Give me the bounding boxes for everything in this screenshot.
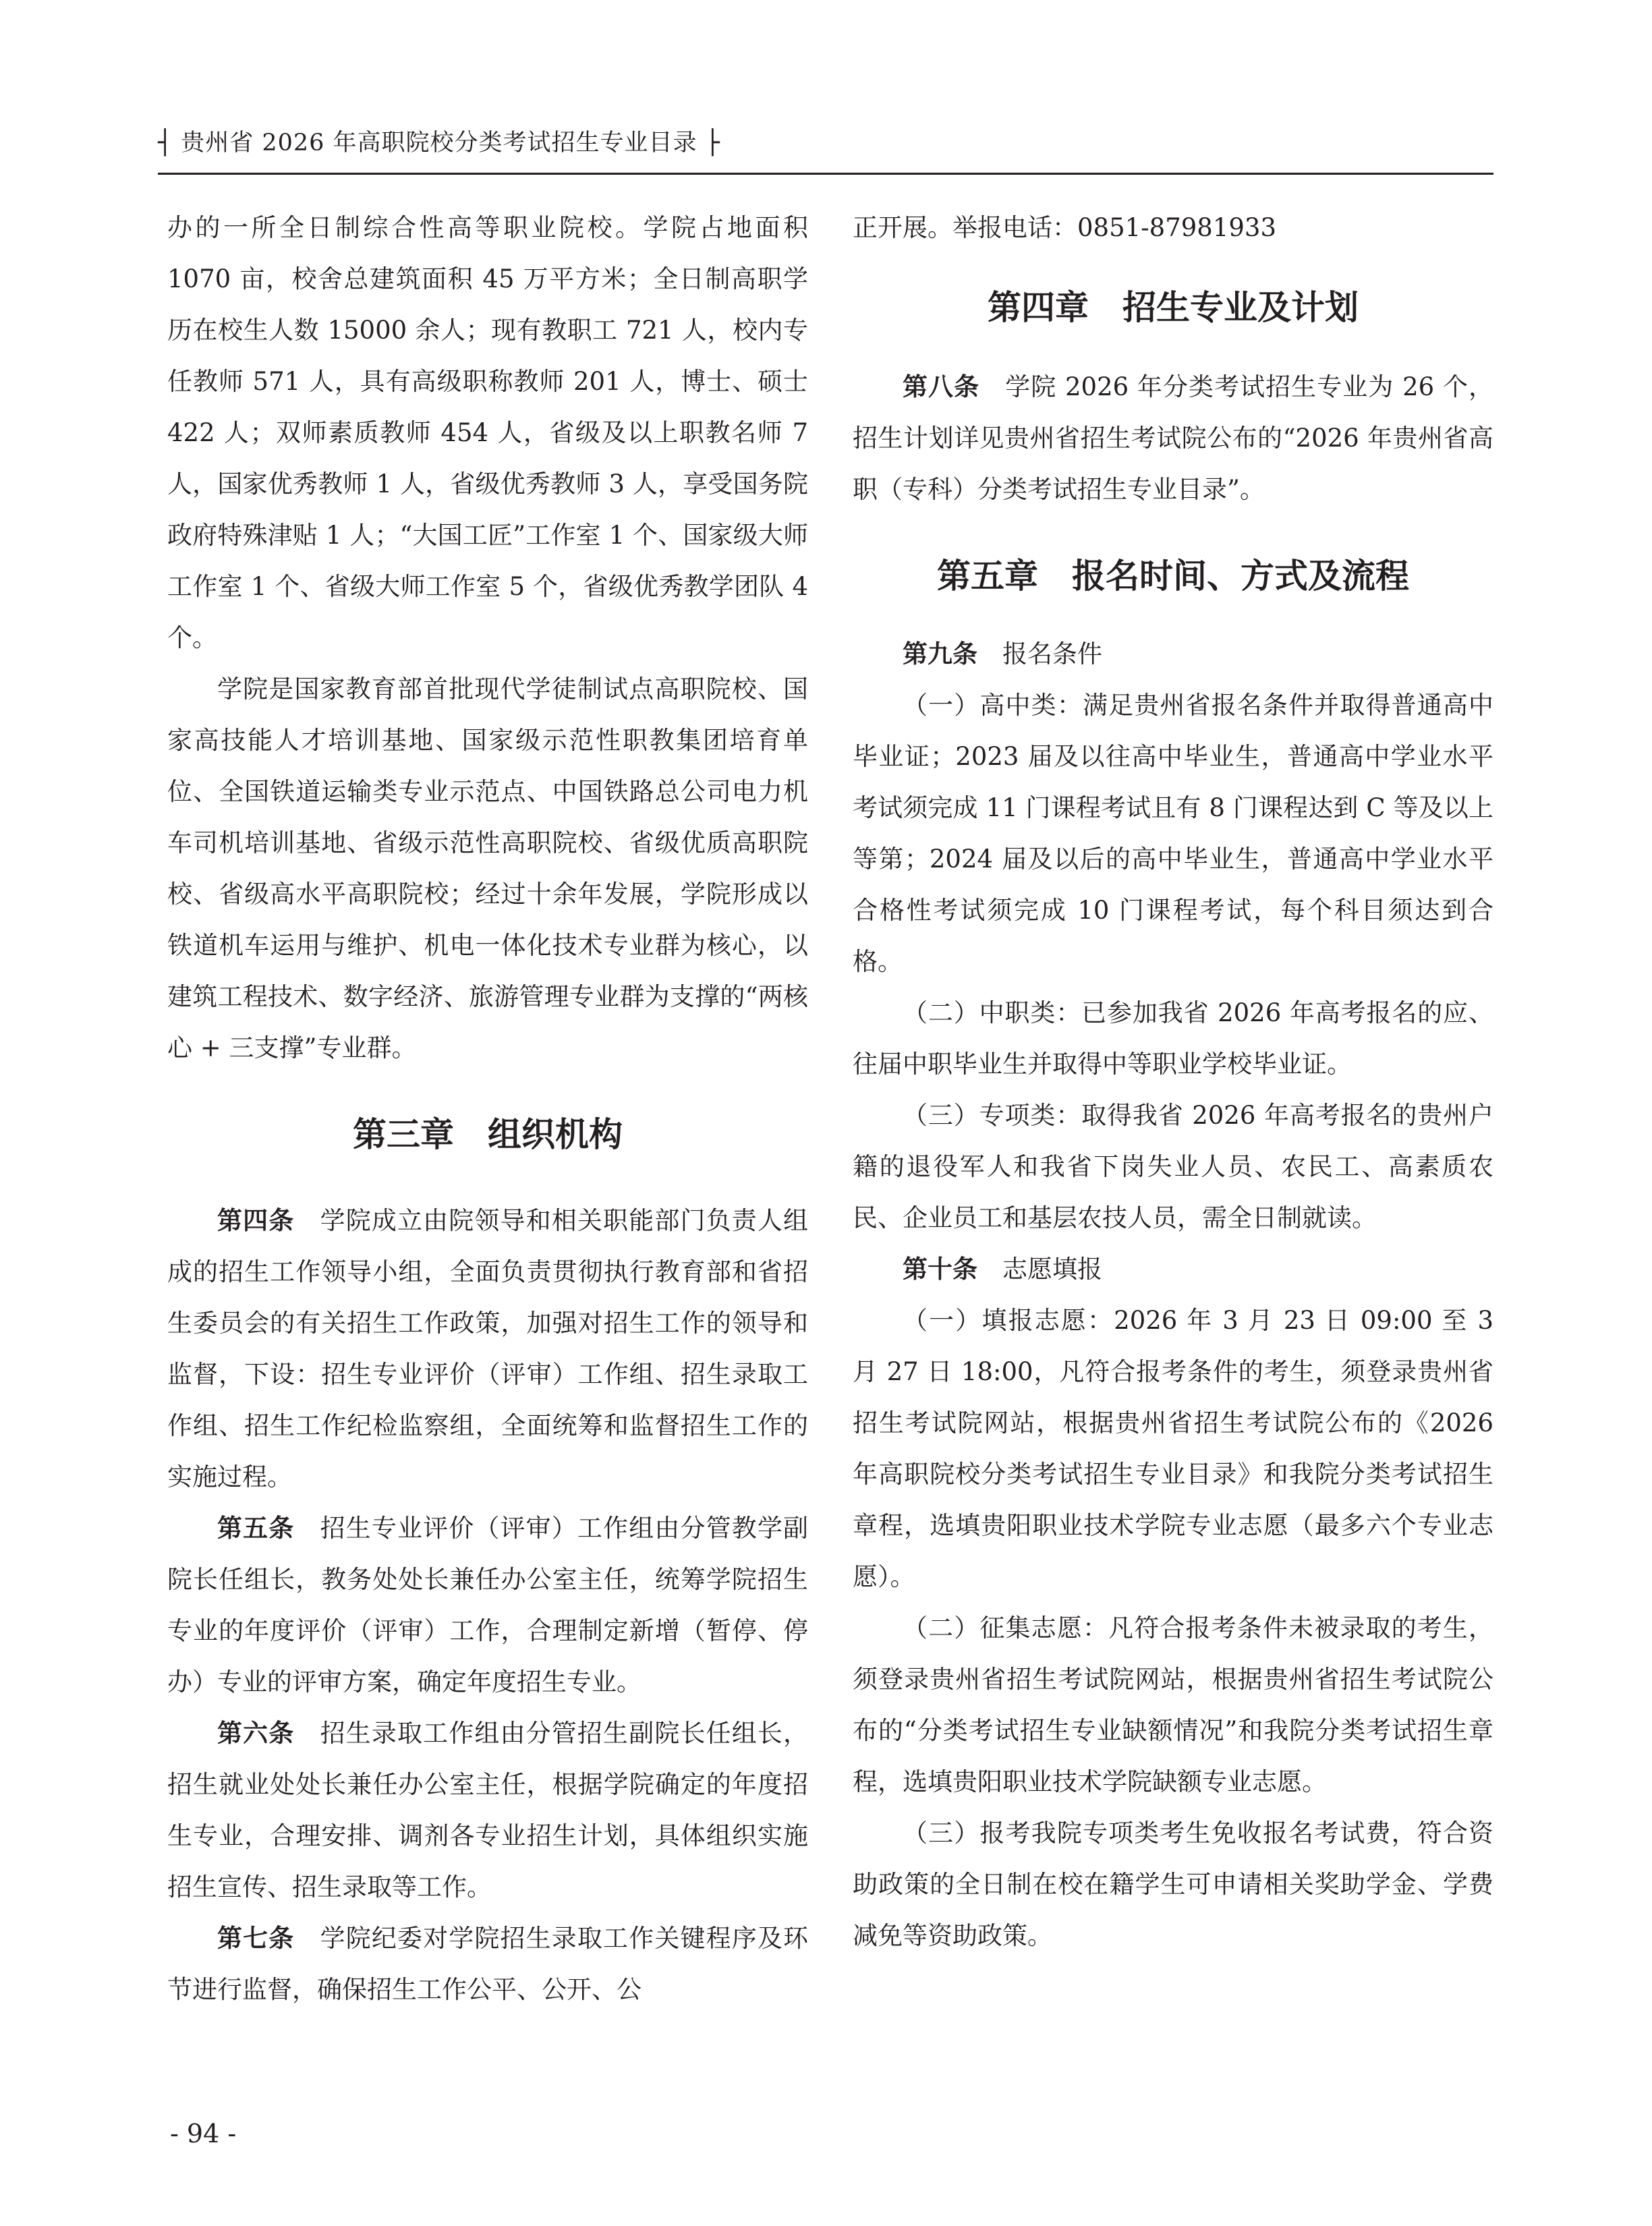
article-6-label: 第六条 [217,1719,295,1748]
article-8-label: 第八条 [903,372,980,401]
article-4 [167,1195,808,1503]
chapter-4-title: 第四章 招生专业及计划 [988,288,1359,327]
chapter-3-title: 第三章 组织机构 [353,1115,623,1154]
article-9-item-3: （三）专项类：取得我省 2026 年高考报名的贵州户籍的退役军人和我省下岗失业人员、农民工、高素质农民、企业员工和基层农技人员，需全日制就读。 [853,1101,1493,1232]
article-9-item-2: （二）中职类：已参加我省 2026 年高考报名的应、往届中职毕业生并取得中等职业学校毕业证。 [853,998,1493,1079]
article-5-text: 招生专业评价（评审）工作组由分管教学副院长任组长，教务处处长兼任办公室主任，统筹学院招生专业的年度评价（评审）工作，合理制定新增（暂停、停办）专业的评审方案，确定年度招生专业。 [167,1514,809,1696]
header-right-mark: ├ [705,130,720,156]
article-4-text: 学院成立由院领导和相关职能部门负责人组成的招生工作领导小组，全面负责贯彻执行教育部和省招生委员会的有关招生工作政策，加强对招生工作的领导和监督，下设：招生专业评价（评审）工作组、招生录取工作组、招生工作纪检监察组，全面统筹和监督招生工作的实施过程。 [167,1206,809,1491]
page-number: - 94 - [170,2119,237,2148]
article-8-text: 学院 2026 年分类考试招生专业为 26 个，招生计划详见贵州省招生考试院公布的“2026 年贵州省高职（专科）分类考试招生专业目录”。 [853,372,1494,504]
chapter-5-title: 第五章 报名时间、方式及流程 [937,556,1409,596]
article-9-title: 报名条件 [1002,639,1102,668]
article-10-item-1: （一）填报志愿：2026 年 3 月 23 日 09:00 至 3 月 27 日 18:00，凡符合报考条件的考生，须登录贵州省招生考试院网站，根据贵州省招生考试院公布的《2026 年高职院校分类考试招生专业目录》和我院分类考试招生章程，选填贵阳职业技术学院专业志愿（最多六个专业志愿）。 [853,1306,1493,1591]
article-10-heading [853,1244,1493,1295]
article-9-item-1: （一）高中类：满足贵州省报名条件并取得普通高中毕业证；2023 届及以往高中毕业生，普通高中学业水平考试须完成 11 门课程考试且有 8 门课程达到 C 等及以上等第；2024 届及以后的高中毕业生，普通高中学业水平合格性考试须完成 10 门课程考试，每个科目须达到合格。 [853,691,1493,976]
article-4-label: 第四条 [217,1206,295,1235]
article-9-label: 第九条 [903,639,977,668]
article-6 [167,1708,808,1913]
left-column [167,202,808,2016]
article-10-item-3: （三）报考我院专项类考生免收报名考试费，符合资助政策的全日制在校在籍学生可申请相关奖助学金、学费减免等资助政策。 [853,1819,1493,1950]
article-7-text: 学院纪委对学院招生录取工作关键程序及环节进行监督，确保招生工作公平、公开、公 [167,1924,809,2004]
article-10-label: 第十条 [903,1255,977,1284]
header-left-mark: ┤ [158,130,173,156]
article-10-item-2: （二）征集志愿：凡符合报考条件未被录取的考生，须登录贵州省招生考试院网站，根据贵州省招生考试院公布的“分类考试招生专业缺额情况”和我院分类考试招生章程，选填贵阳职业技术学院缺额专业志愿。 [853,1614,1493,1796]
right-column [853,202,1493,1962]
running-header [158,123,720,163]
college-paragraph: 学院是国家教育部首批现代学徒制试点高职院校、国家高技能人才培训基地、国家级示范性职教集团培育单位、全国铁道运输类专业示范点、中国铁路总公司电力机车司机培训基地、省级示范性高职院校、省级优质高职院校、省级高水平高职院校；经过十余年发展，学院形成以铁道机车运用与维护、机电一体化技术专业群为核心，以建筑工程技术、数字经济、旅游管理专业群为支撑的“两核心 + 三支撑”专业群。 [167,675,808,1062]
intro-continuation: 办的一所全日制综合性高等职业院校。学院占地面积 1070 亩，校舍总建筑面积 45 万平方米；全日制高职学历在校生人数 15000 余人；现有教职工 721 人，校内专任教师 571 人，具有高级职称教师 201 人，博士、硕士 422 人；双师素质教师 454 人，省级及以上职教名师 7 人，国家优秀教师 1 人，省级优秀教师 3 人，享受国务院政府特殊津贴 1 人；“大国工匠”工作室 1 个、国家级大师工作室 1 个、省级大师工作室 5 个，省级优秀教学团队 4 个。 [167,213,808,652]
article-6-text: 招生录取工作组由分管招生副院长任组长，招生就业处处长兼任办公室主任，根据学院确定的年度招生专业，合理安排、调剂各专业招生计划，具体组织实施招生宣传、招生录取等工作。 [167,1719,809,1902]
article-7-continuation: 正开展。举报电话：0851-87981933 [853,213,1276,242]
article-9-heading [853,629,1493,680]
article-5-label: 第五条 [217,1514,295,1543]
article-7-label: 第七条 [217,1924,295,1953]
article-7 [167,1913,808,2016]
article-5 [167,1503,808,1708]
header-rule [158,173,1493,175]
header-title: 贵州省 2026 年高职院校分类考试招生专业目录 [181,130,697,156]
article-8 [853,362,1493,515]
article-10-title: 志愿填报 [1002,1255,1102,1284]
